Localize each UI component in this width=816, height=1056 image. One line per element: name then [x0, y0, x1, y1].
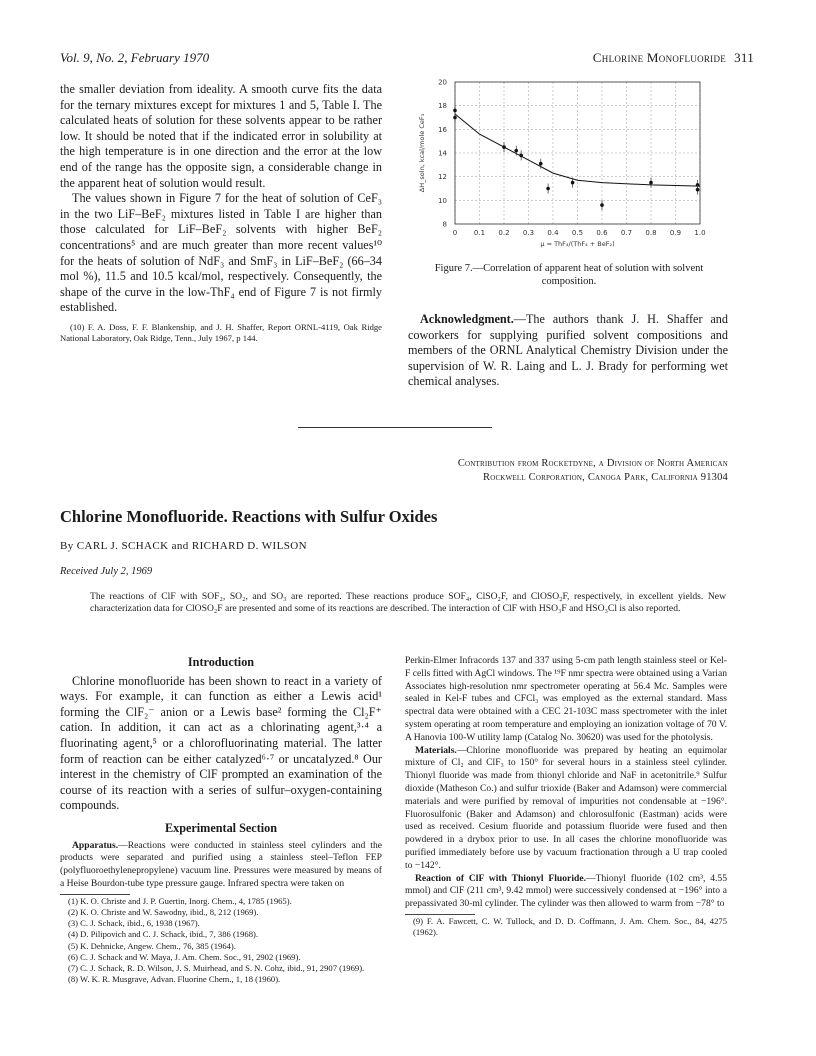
footnote-rule [60, 894, 130, 895]
x-tick-label: 0 [452, 229, 458, 237]
y-tick-label: 8 [442, 220, 447, 229]
data-point [571, 181, 575, 185]
section-heading-introduction: Introduction [187, 655, 255, 669]
reaction-head: Reaction of ClF with Thionyl Fluoride. [415, 872, 586, 884]
data-point [514, 149, 518, 153]
figure-7-chart [410, 76, 720, 256]
footnote: (2) K. O. Christe and W. Sawodny, ibid., 8, 212 (1969). [68, 906, 259, 917]
footnote: (9) F. A. Fawcett, C. W. Tullock, and D. D. Coffmann, J. Am. Chem. Soc., 84, 4275 (1962). [413, 915, 727, 938]
affiliation [300, 457, 728, 485]
y-tick-label: 10 [438, 196, 447, 205]
footnote: (7) C. J. Schack, R. D. Wilson, J. S. Muirhead, and S. N. Cohz, ibid., 91, 2907 (1969). [68, 962, 365, 973]
acknowledgment [408, 312, 728, 390]
journal-title: Chlorine Monofluoride [592, 50, 727, 65]
abstract: The reactions of ClF with SOF₂, SO₂, and SO₃ are reported. These reactions produce SOF₄, ClSO₂F, and ClOSO₂F, respectively, in excellent yields. New characterization data for ClOSO₂F are presented and some of its reactions are described. The interaction of ClF with HSO₃F and HSO₃Cl is also reported. [90, 591, 726, 615]
x-tick-label: 0.7 [620, 229, 633, 237]
data-point [696, 188, 700, 192]
article-title: Chlorine Monofluoride. Reactions with Sulfur Oxides [60, 507, 438, 526]
y-tick-label: 14 [438, 149, 447, 158]
x-tick-label: 1.0 [694, 229, 706, 237]
acknowledgment-head: Acknowledgment. [420, 312, 514, 326]
data-point [453, 109, 457, 113]
data-point [546, 187, 550, 191]
received-date: Received July 2, 1969 [60, 566, 153, 577]
figure-7 [410, 76, 720, 256]
x-tick-label: 0.8 [645, 229, 657, 237]
x-tick-label: 0.1 [473, 229, 486, 237]
footnote-rule [405, 914, 475, 915]
footnote: (4) D. Pilipovich and C. J. Schack, ibid., 7, 386 (1968). [68, 929, 258, 940]
running-header-volume: Vol. 9, No. 2, February 1970 [60, 50, 210, 65]
x-tick-label: 0.4 [547, 229, 559, 237]
data-point [600, 203, 604, 207]
y-tick-label: 18 [438, 102, 447, 111]
section-heading-experimental: Experimental Section [164, 820, 278, 835]
affiliation-line: Rockwell Corporation, Canoga Park, California 91304 [482, 472, 728, 483]
data-point [453, 116, 457, 120]
running-header-title [593, 50, 754, 66]
article-right-column [405, 655, 727, 938]
x-tick-label: 0.5 [571, 229, 584, 237]
y-tick-label: 12 [438, 173, 447, 182]
y-tick-label: 20 [438, 78, 447, 87]
footnote: (8) W. K. R. Musgrave, Advan. Fluorine Chem., 1, 18 (1960). [68, 974, 281, 985]
data-point [649, 181, 653, 185]
affiliation-line: Contribution from Rocketdyne, a Division of North American [457, 458, 728, 469]
acknowledgment-text: —The authors thank J. H. Shaffer and coworkers for supplying purified solvent compositions and members of the ORNL Analytical Chemistry Division under the supervision of W. R. Laing and L. J. Brady for performing wet chemical analyses. [408, 312, 728, 389]
x-tick-label: 0.6 [596, 229, 608, 237]
footnote: (6) C. J. Schack and W. Maya, J. Am. Chem. Soc., 91, 2902 (1969). [68, 951, 301, 962]
reaction-text: —Thionyl fluoride (102 cm³, 4.55 mmol) and ClF (211 cm³, 9.42 mmol) were successively condensed at −196° into a prepassivated 30-ml cylinder. The cylinder was then allowed to warm from −78° to [405, 872, 727, 910]
article-authors: By CARL J. SCHACK and RICHARD D. WILSON [60, 540, 307, 552]
apparatus-text: —Reactions were conducted in stainless steel cylinders and the products were separated and purified using a stainless steel–Teflon FEP (polyfluoroethylenepropylene) vacuum line. Pressures were measured by means of a Heise Bourdon-tube type pressure gauge. Infrared spectra were taken on [60, 839, 382, 889]
footnotes-left [60, 896, 382, 986]
apparatus-head: Apparatus. [72, 839, 119, 851]
paragraph: Perkin-Elmer Infracords 137 and 337 using 5-cm path length stainless steel or Kel-F cells fitted with AgCl windows. The ¹⁹F nmr spectra were obtained using a Varian Associates high-resolution nmr spectrometer operating at 56.4 Mc. Samples were sealed in Kel-F tubes and CFCl₃ was employed as the external standard. Mass spectral data were obtained with a CEC 21-103C mass spectrometer with the inlet system operating at room temperature and employing an ionization voltage of 70 V. A Hanovia 100-W utility lamp (Catalog No. 30620) was used for the photolysis. [405, 655, 727, 743]
materials-head: Materials. [415, 744, 457, 756]
y-axis-label: ΔH_soln, kcal/mole CeF₃ [418, 113, 426, 193]
paragraph: The values shown in Figure 7 for the heat of solution of CeF₃ in the two LiF–BeF₂ mixtures listed in Table I are higher than those calculated for LiF–BeF₂ solvents with higher BeF₂ concentrations⁵ and are much greater than more recent values¹⁰ for the heats of solution of NdF₃ and SmF₃ in LiF–BeF₂ (66–34 mol %), 11.5 and 10.5 kcal/mol, respectively. Consequently, the shape of the curve in the low-ThF₄ end of Figure 7 is not firmly established. [60, 191, 382, 315]
footnote: (3) C. J. Schack, ibid., 6, 1938 (1967). [68, 918, 200, 929]
footnote: (5) K. Dehnicke, Angew. Chem., 76, 385 (1964). [68, 940, 236, 951]
x-tick-label: 0.2 [498, 229, 510, 237]
page-number: 311 [734, 50, 754, 65]
x-tick-label: 0.3 [522, 229, 535, 237]
figure-caption: Figure 7.—Correlation of apparent heat of solution with solvent composition. [434, 263, 704, 287]
x-axis-label: μ = ThF₄/(ThF₄ + BeF₂) [540, 240, 615, 248]
paragraph: the smaller deviation from ideality. A smooth curve fits the data for the ternary mixtures except for mixtures 1 and 5, Table I. The calculated heats of solution for these solvents appear to be rather low. It should be noted that if the indicated error in solubility at the high temperature is in one direction and the error at the low end of the range has the opposite sign, a considerable change in the apparent heat of solution would result. [60, 82, 382, 190]
prev-article-left-column [60, 82, 382, 344]
data-point [519, 154, 523, 158]
data-point [502, 145, 506, 149]
paragraph: Chlorine monofluoride has been shown to react in a variety of ways. For example, it can function as either a Lewis acid¹ forming the ClF₂⁻ anion or a Lewis base² forming the Cl₂F⁺ cation. In addition, it can act as a chlorinating agent,³·⁴ a fluorinating agent,⁵ or a chlorofluorinating material. The latter form of reaction can be either catalyzed⁶·⁷ or uncatalyzed.⁸ Our interest in the chemistry of ClF prompted an examination of the course of its reaction with a series of sulfur–oxygen-containing compounds. [60, 673, 382, 813]
footnote: (10) F. A. Doss, F. F. Blankenship, and J. H. Shaffer, Report ORNL-4119, Oak Ridge National Laboratory, Oak Ridge, Tenn., July 1967, p 144. [60, 321, 382, 344]
footnote: (1) K. O. Christe and J. P. Guertin, Inorg. Chem., 4, 1785 (1965). [68, 895, 292, 906]
y-tick-label: 16 [438, 125, 447, 134]
x-tick-label: 0.9 [669, 229, 682, 237]
article-left-column [60, 655, 382, 985]
data-point [539, 162, 543, 166]
materials-text: —Chlorine monofluoride was prepared by heating an equimolar mixture of Cl₂ and ClF₃ to 150° for several hours in a stainless steel cylinder. Thionyl fluoride was made from thionyl chloride and NaF in acetonitrile.⁹ Sulfur dioxide (Matheson Co.) and sulfur trioxide (Baker and Adamson) were commercial materials and were purified by removal of impurities not condensable at −196°. Fluorosulfonic (Baker and Adamson) and chlorosulfonic (Eastman) acids were used as received. Cesium fluoride and potassium fluoride were fused and then powdered in a drybox prior to use. In all cases the chlorine monofluoride was purified immediately before use by vacuum fractionation through a U trap cooled to −142°. [405, 744, 727, 871]
article-separator [298, 427, 492, 428]
